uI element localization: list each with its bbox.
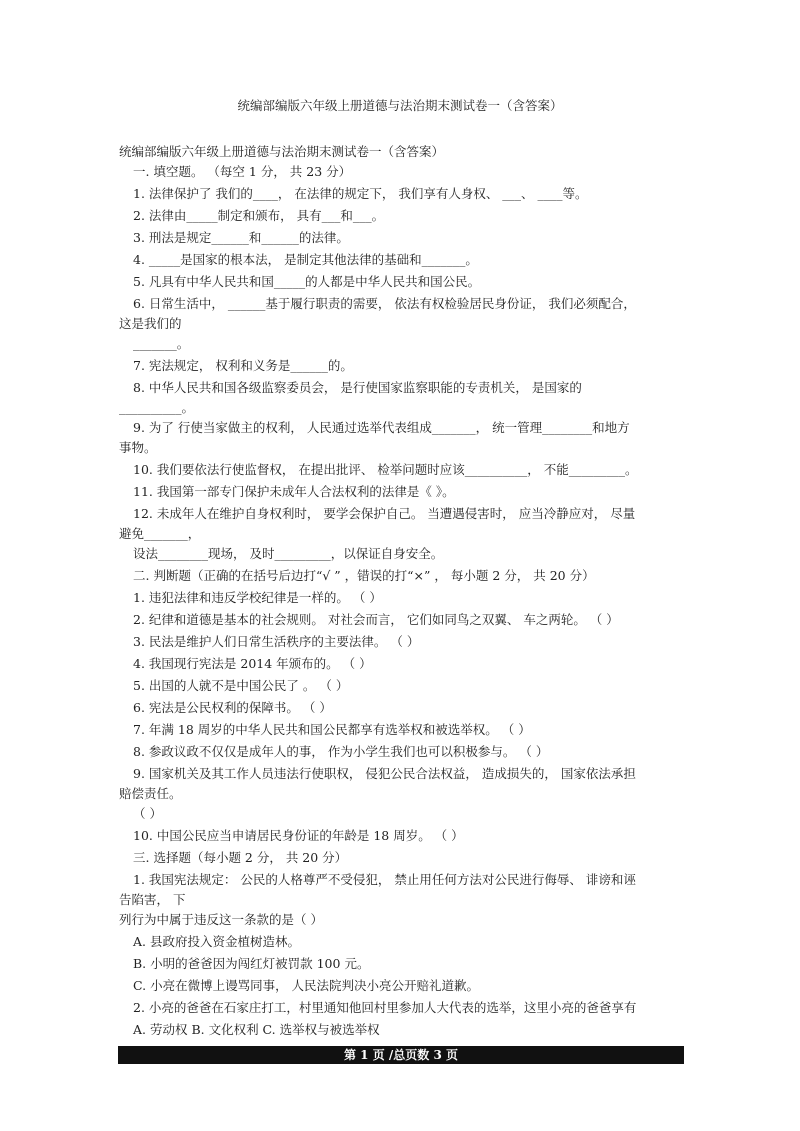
page-number: 第 1 页 /总页数 3 页 bbox=[344, 1048, 458, 1062]
section3-heading: 三. 选择题（每小题 2 分， 共 20 分） bbox=[133, 850, 348, 865]
choice-q1-option-c: C. 小亮在微博上谩骂同事， 人民法院判决小亮公开赔礼道歉。 bbox=[133, 978, 480, 993]
document-title: 统编部编版六年级上册道德与法治期末测试卷一（含答案） bbox=[237, 98, 563, 113]
fill-q6-cont: 这是我们的 bbox=[119, 316, 182, 331]
judge-q7: 7. 年满 18 周岁的中华人民共和国公民都享有选举权和被选举权。 （ ） bbox=[133, 722, 531, 737]
doc-subtitle: 统编部编版六年级上册道德与法治期末测试卷一（含答案） bbox=[119, 144, 445, 159]
fill-q11: 11. 我国第一部专门保护未成年人合法权利的法律是《 》。 bbox=[133, 484, 455, 499]
fill-q12-cont2: 设法________现场， 及时_________，以保证自身安全。 bbox=[133, 546, 444, 561]
judge-q8: 8. 参政议政不仅仅是成年人的事， 作为小学生我们也可以积极参与。 （ ） bbox=[133, 744, 549, 759]
fill-q1: 1. 法律保护了 我们的____， 在法律的规定下， 我们享有人身权、 ___、 ____等。 bbox=[133, 186, 588, 201]
judge-q2: 2. 纪律和道德是基本的社会规则。 对社会而言， 它们如同鸟之双翼、 车之两轮。 （ ） bbox=[133, 612, 619, 627]
fill-q4: 4. _____是国家的根本法， 是制定其他法律的基础和_______。 bbox=[133, 252, 478, 267]
choice-q2-options: A. 劳动权 B. 文化权利 C. 选举权与被选举权 bbox=[133, 1022, 380, 1037]
fill-q8: 8. 中华人民共和国各级监察委员会， 是行使国家监察职能的专责机关， 是国家的 bbox=[133, 380, 582, 395]
choice-q1-option-a: A. 县政府投入资金植树造林。 bbox=[133, 934, 300, 949]
judge-q6: 6. 宪法是公民权利的保障书。 （ ） bbox=[133, 700, 332, 715]
fill-q6: 6. 日常生活中， ______基于履行职责的需要， 依法有权检验居民身份证， 我们必须配合， bbox=[133, 296, 636, 311]
judge-q5: 5. 出国的人就不是中国公民了 。 （ ） bbox=[133, 678, 349, 693]
judge-q9-paren: （ ） bbox=[133, 806, 162, 821]
choice-q1-option-b: B. 小明的爸爸因为闯红灯被罚款 100 元。 bbox=[133, 956, 370, 971]
judge-q9: 9. 国家机关及其工作人员违法行使职权， 侵犯公民合法权益， 造成损失的， 国家依法承担 bbox=[133, 766, 636, 781]
choice-q1: 1. 我国宪法规定： 公民的人格尊严不受侵犯， 禁止用任何方法对公民进行侮辱、 诽谤和诬 bbox=[133, 872, 636, 887]
choice-q1-cont: 告陷害， 下 bbox=[119, 892, 186, 907]
fill-q9: 9. 为了 行使当家做主的权利， 人民通过选举代表组成_______， 统一管理________和地方 bbox=[133, 420, 630, 435]
fill-q5: 5. 凡具有中华人民共和国_____的人都是中华人民共和国公民。 bbox=[133, 274, 481, 289]
judge-q9-cont: 赔偿责任。 bbox=[119, 786, 182, 801]
fill-q6-blank: _______。 bbox=[133, 336, 190, 351]
judge-q10: 10. 中国公民应当申请居民身份证的年龄是 18 周岁。 （ ） bbox=[133, 828, 464, 843]
fill-q3: 3. 刑法是规定______和______的法律。 bbox=[133, 230, 349, 245]
fill-q7: 7. 宪法规定， 权利和义务是______的。 bbox=[133, 358, 353, 373]
judge-q1: 1. 违犯法律和违反学校纪律是一样的。 （ ） bbox=[133, 590, 382, 605]
fill-q8-blank: __________。 bbox=[119, 400, 195, 415]
fill-q2: 2. 法律由_____制定和颁布， 具有___和___。 bbox=[133, 208, 385, 223]
judge-q4: 4. 我国现行宪法是 2014 年颁布的。 （ ） bbox=[133, 656, 372, 671]
fill-q10: 10. 我们要依法行使监督权， 在提出批评、 检举问题时应该__________， 不能_________。 bbox=[133, 462, 638, 477]
judge-q3: 3. 民法是维护人们日常生活秩序的主要法律。 （ ） bbox=[133, 634, 420, 649]
fill-q9-cont: 事物。 bbox=[119, 440, 157, 455]
section1-heading: 一. 填空题。 （每空 1 分， 共 23 分） bbox=[133, 164, 352, 179]
fill-q12-cont: 避免_______， bbox=[119, 526, 201, 541]
choice-q1-cont2: 列行为中属于违反这一条款的是（ ） bbox=[119, 912, 323, 927]
section2-heading: 二. 判断题（正确的在括号后边打“√ ” ，错误的打“×” ， 每小题 2 分， 共 20 分） bbox=[133, 568, 595, 583]
fill-q12: 12. 未成年人在维护自身权利时， 要学会保护自己。 当遭遇侵害时， 应当冷静应对， 尽量 bbox=[133, 506, 636, 521]
choice-q2: 2. 小亮的爸爸在石家庄打工，村里通知他回村里参加人大代表的选举，这里小亮的爸爸享有 bbox=[133, 1000, 637, 1015]
page-footer-bar bbox=[118, 1046, 684, 1064]
